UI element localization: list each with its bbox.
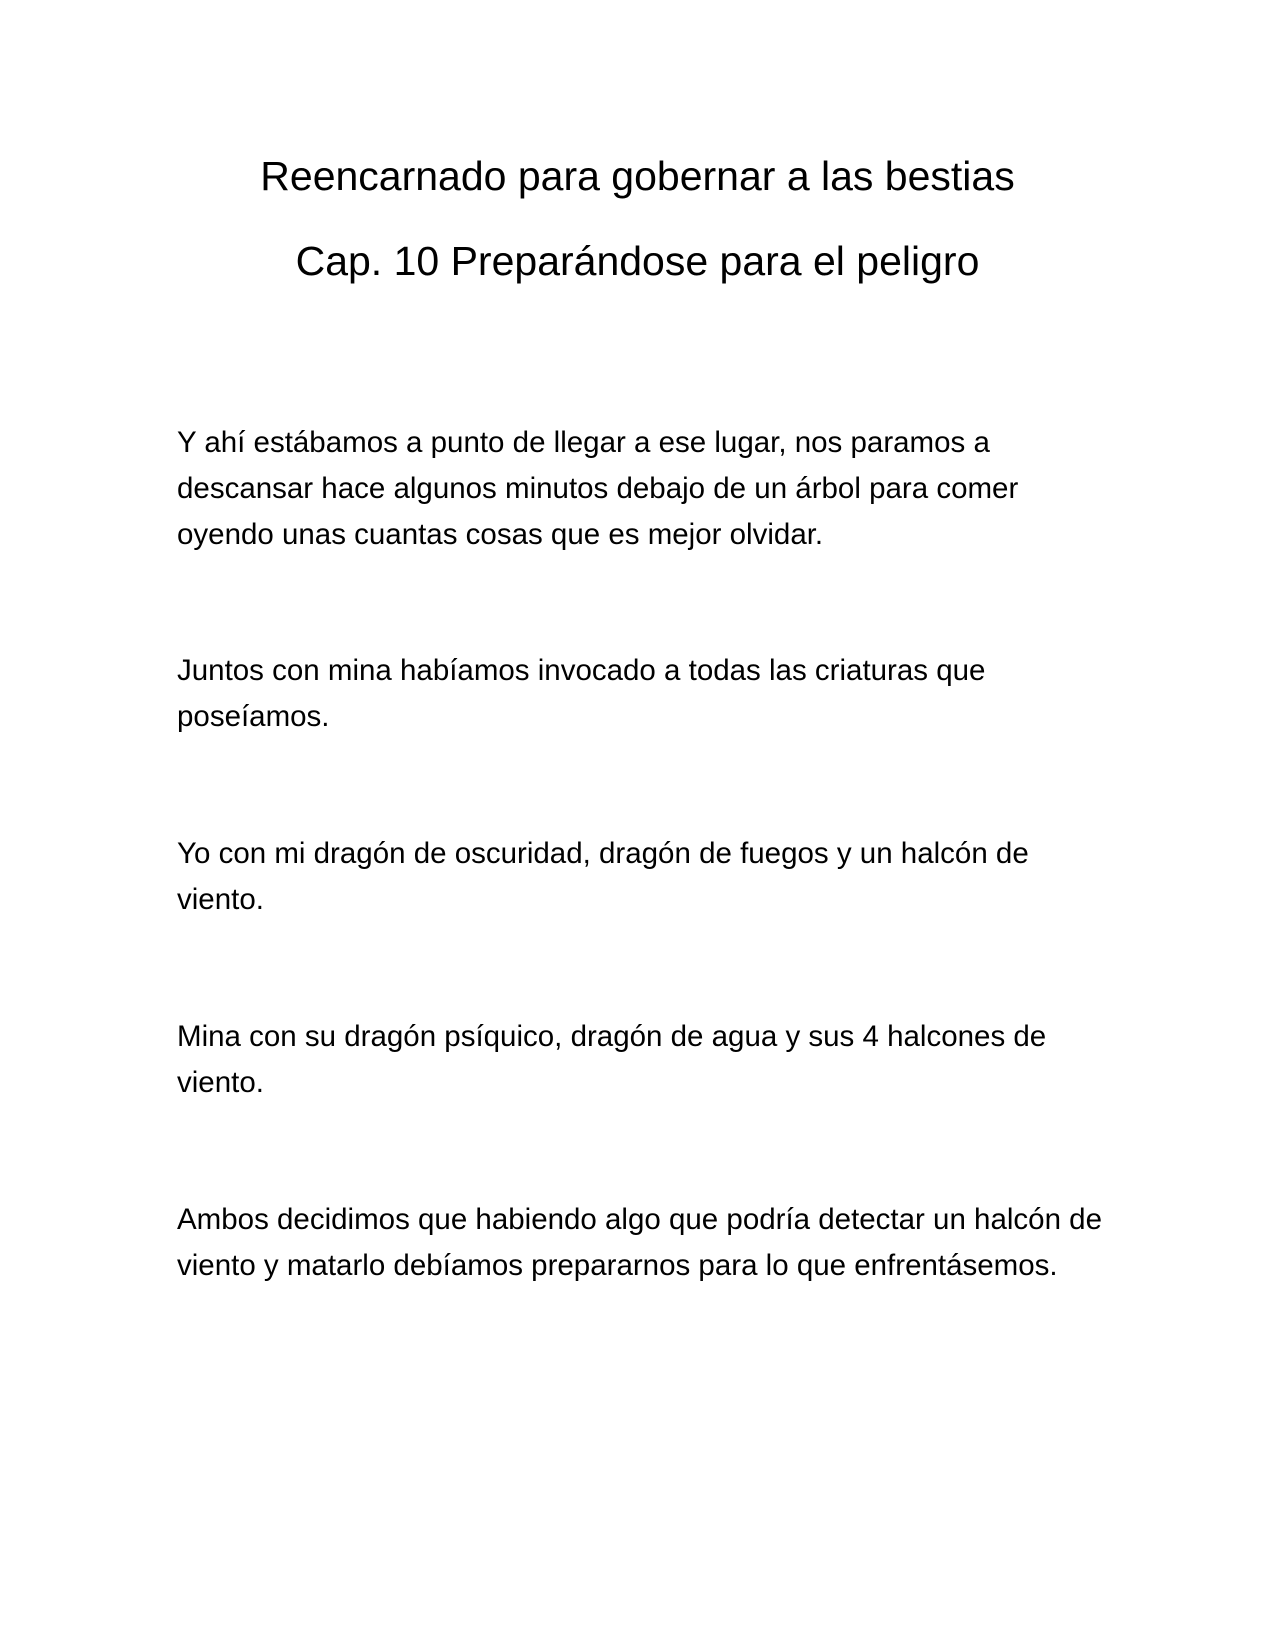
paragraph: Ambos decidimos que habiendo algo que podría detectar un halcón de viento y matarlo debíamos prepararnos para lo que enfrentásemos.	[177, 1203, 1102, 1282]
paragraph: Mina con su dragón psíquico, dragón de agua y sus 4 halcones de viento.	[177, 1020, 1047, 1099]
chapter-title: Cap. 10 Preparándose para el peligro	[295, 238, 980, 284]
paragraph: Y ahí estábamos a punto de llegar a ese lugar, nos paramos a descansar hace algunos minutos debajo de un árbol para comer oyendo unas cuantas cosas que es mejor olvidar.	[177, 426, 1019, 551]
paragraph: Juntos con mina habíamos invocado a todas las criaturas que poseíamos.	[177, 654, 986, 733]
book-title: Reencarnado para gobernar a las bestias	[260, 153, 1015, 199]
paragraph: Yo con mi dragón de oscuridad, dragón de fuegos y un halcón de viento.	[177, 837, 1029, 916]
